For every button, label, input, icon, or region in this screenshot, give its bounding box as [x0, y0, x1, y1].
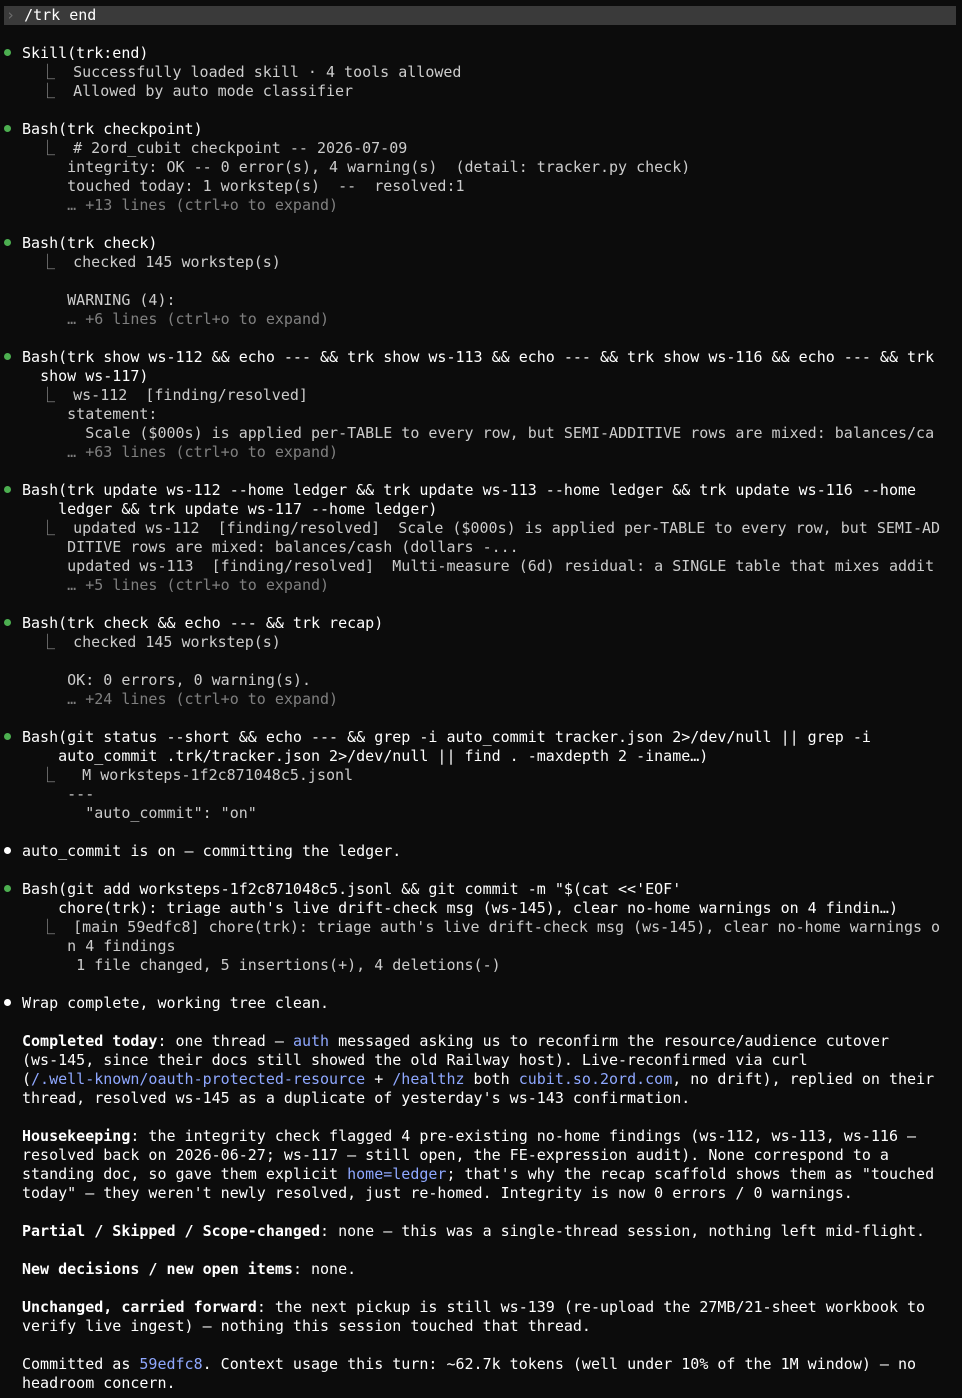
summary-committed-line: headroom concern. — [22, 1374, 176, 1392]
tool-output: ⎿ # 2ord_cubit checkpoint -- 2026-07-09 — [22, 139, 408, 157]
expand-hint[interactable]: … +24 lines (ctrl+o to expand) — [67, 690, 339, 708]
auth-link[interactable]: auth — [292, 1032, 330, 1050]
message-dot — [4, 999, 11, 1006]
healthz-link[interactable]: /healthz — [392, 1070, 465, 1088]
tool-output: DITIVE rows are mixed: balances/cash (dollars -... — [67, 538, 519, 556]
tool-output: ⎿ Successfully loaded skill · 4 tools allowed — [22, 63, 462, 81]
assistant-message: Wrap complete, working tree clean. — [22, 994, 330, 1012]
expand-hint[interactable]: … +63 lines (ctrl+o to expand) — [67, 443, 339, 461]
tool-status-dot — [4, 619, 11, 626]
tool-status-dot — [4, 239, 11, 246]
tool-call-title-cont: ledger && trk update ws-117 --home ledger) — [58, 500, 438, 518]
tool-call-title: Skill(trk:end) — [22, 44, 149, 62]
tool-status-dot — [4, 885, 11, 892]
expand-hint[interactable]: … +5 lines (ctrl+o to expand) — [67, 576, 330, 594]
tool-call-title-cont: show ws-117) — [40, 367, 149, 385]
summary-committed-line: Committed as 59edfc8. Context usage this turn: ~62.7k tokens (well under 10% of the 1M window) — no — [22, 1355, 917, 1373]
tool-output: statement: — [67, 405, 158, 423]
message-dot — [4, 847, 11, 854]
tool-output: ⎿ updated ws-112 [finding/resolved] Scale ($000s) is applied per-TABLE to every row, but SEMI-AD — [22, 519, 941, 537]
tool-output: updated ws-113 [finding/resolved] Multi-measure (6d) residual: a SINGLE table that mixes addit — [67, 557, 935, 575]
tool-output: ⎿ checked 145 workstep(s) — [22, 633, 281, 651]
summary-completed-line: thread, resolved ws-145 as a duplicate of yesterday's ws-143 confirmation. — [22, 1089, 691, 1107]
summary-completed-line: (ws-145, since their docs still showed the old Railway host). Live-reconfirmed via curl — [22, 1051, 808, 1069]
summary-completed-line: Completed today: one thread — auth messaged asking us to reconfirm the resource/audience cutover — [22, 1032, 889, 1050]
summary-decisions-line: New decisions / new open items: none. — [22, 1260, 357, 1278]
tool-call-title: Bash(trk update ws-112 --home ledger && trk update ws-113 --home ledger && trk update ws-116 --home — [22, 481, 917, 499]
expand-hint[interactable]: … +6 lines (ctrl+o to expand) — [67, 310, 330, 328]
prompt-command: /trk end — [24, 6, 97, 24]
tool-output: ⎿ M worksteps-1f2c871048c5.jsonl — [22, 766, 354, 784]
commit-hash-link[interactable]: 59edfc8 — [139, 1355, 203, 1373]
tool-call-title: Bash(git status --short && echo --- && grep -i auto_commit tracker.json 2>/dev/null || grep -i — [22, 728, 871, 746]
tool-call-title: Bash(git add worksteps-1f2c871048c5.jsonl && git commit -m "$(cat <<'EOF' — [22, 880, 682, 898]
tool-output: ⎿ [main 59edfc8] chore(trk): triage auth's live drift-check msg (ws-145), clear no-home warnings o — [22, 918, 941, 936]
tool-call-title: Bash(trk check) — [22, 234, 158, 252]
tool-status-dot — [4, 49, 11, 56]
domain-link[interactable]: cubit.so.2ord.com — [518, 1070, 673, 1088]
tool-status-dot — [4, 486, 11, 493]
prompt-bar[interactable] — [4, 6, 956, 25]
expand-hint[interactable]: … +13 lines (ctrl+o to expand) — [67, 196, 339, 214]
tool-status-dot — [4, 125, 11, 132]
tool-call-title-cont: auto_commit .trk/tracker.json 2>/dev/null || find . -maxdepth 2 -iname…) — [58, 747, 709, 765]
tool-call-title: Bash(trk show ws-112 && echo --- && trk show ws-113 && echo --- && trk show ws-116 && echo --- && trk — [22, 348, 935, 366]
tool-call-title-cont: chore(trk): triage auth's live drift-check msg (ws-145), clear no-home warnings on 4 findin…) — [58, 899, 898, 917]
tool-output: n 4 findings — [67, 937, 176, 955]
well-known-link[interactable]: /.well-known/oauth-protected-resource — [31, 1070, 366, 1088]
summary-housekeeping-line: resolved back on 2026-06-27; ws-117 — still open, the FE-expression audit). None correspond to a — [22, 1146, 889, 1164]
assistant-message: auto_commit is on — committing the ledger. — [22, 842, 402, 860]
summary-unchanged-line: Unchanged, carried forward: the next pickup is still ws-139 (re-upload the 27MB/21-sheet workbook to — [22, 1298, 926, 1316]
home-ledger-code: home=ledger — [347, 1165, 447, 1183]
tool-output: --- — [67, 785, 95, 803]
tool-output: ⎿ Allowed by auto mode classifier — [22, 82, 354, 100]
summary-housekeeping-line: standing doc, so gave them explicit home=ledger; that's why the recap scaffold shows them as "touched — [22, 1165, 935, 1183]
summary-partial-line: Partial / Skipped / Scope-changed: none — this was a single-thread session, nothing left mid-flight. — [22, 1222, 926, 1240]
summary-housekeeping-line: Housekeeping: the integrity check flagged 4 pre-existing no-home findings (ws-112, ws-113, ws-116 — — [22, 1127, 917, 1145]
prompt-marker: › — [6, 6, 16, 24]
tool-output: "auto_commit": "on" — [67, 804, 257, 822]
tool-output: WARNING (4): — [67, 291, 176, 309]
tool-call-title: Bash(trk checkpoint) — [22, 120, 203, 138]
tool-output: OK: 0 errors, 0 warning(s). — [67, 671, 311, 689]
tool-output: 1 file changed, 5 insertions(+), 4 deletions(-) — [67, 956, 501, 974]
tool-output: Scale ($000s) is applied per-TABLE to every row, but SEMI-ADDITIVE rows are mixed: balances/ca — [67, 424, 935, 442]
tool-output: touched today: 1 workstep(s) -- resolved:1 — [67, 177, 465, 195]
summary-unchanged-line: verify live ingest) — nothing this session touched that thread. — [22, 1317, 591, 1335]
tool-output: ⎿ ws-112 [finding/resolved] — [22, 386, 308, 404]
tool-output: ⎿ checked 145 workstep(s) — [22, 253, 281, 271]
summary-completed-line: (/.well-known/oauth-protected-resource + /healthz both cubit.so.2ord.com, no drift), replied on their — [22, 1070, 935, 1088]
tool-status-dot — [4, 733, 11, 740]
summary-housekeeping-line: today" — they weren't newly resolved, just re-homed. Integrity is now 0 errors / 0 warnings. — [22, 1184, 853, 1202]
tool-call-title: Bash(trk check && echo --- && trk recap) — [22, 614, 384, 632]
tool-status-dot — [4, 353, 11, 360]
tool-output: integrity: OK -- 0 error(s), 4 warning(s) (detail: tracker.py check) — [67, 158, 691, 176]
